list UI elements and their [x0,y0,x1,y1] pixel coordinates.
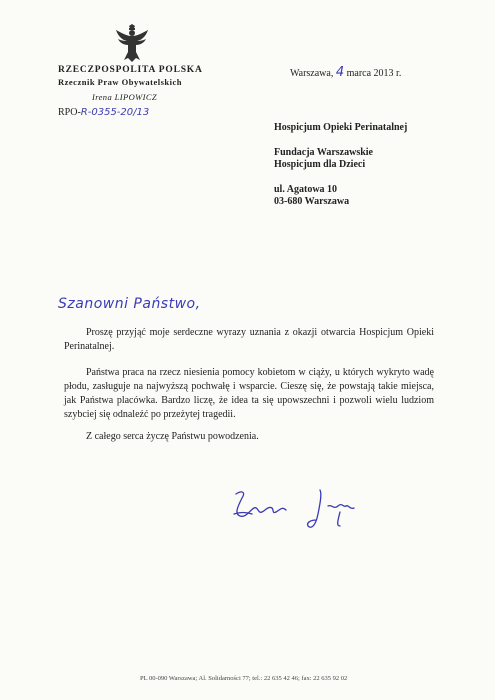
reference-prefix: RPO- [58,107,81,118]
polish-eagle-emblem-icon [116,24,148,62]
date-month-year: marca 2013 r. [346,68,402,79]
recipient-foundation-1: Fundacja Warszawskie [274,147,373,158]
handwritten-signature [228,484,378,534]
body-paragraph-2: Państwa praca na rzecz niesienia pomocy kobietom w ciąży, u których wykryto wadę płodu, zasługuje na najwyższą pochwałę i wsparcie. Cieszę się, że powstają takie miejsca, jak Państwa placówka. Bardzo liczę, że idea ta się upowszechni i pozwoli wielu ludziom szybciej się odnaleźć po przeżytej tragedii. [64,367,434,420]
recipient-street: ul. Agatowa 10 [274,184,338,195]
official-name: Irena LIPOWICZ [92,92,158,102]
date-day: 4 [335,65,345,80]
footer-contact: PL 00-090 Warszawa; Al. Solidarności 77; tel.: 22 635 42 46; fax: 22 635 92 02 [140,675,348,682]
date-city: Warszawa, [290,68,334,79]
body-paragraph-3: Z całego serca życzę Państwu powodzenia. [86,431,259,442]
reference-handwritten: R-0355-20/13 [80,107,150,118]
body-paragraph-1: Proszę przyjąć moje serdeczne wyrazy uznania z okazji otwarcia Hospicjum Opieki Perinatalnej. [64,327,434,352]
reference-number [58,107,149,118]
org-name: RZECZPOSPOLITA POLSKA [58,65,203,75]
org-subtitle: Rzecznik Praw Obywatelskich [58,77,182,87]
greeting: Szanowni Państwo, [58,296,201,312]
letter-date [290,65,401,80]
recipient-city: 03-680 Warszawa [274,196,350,207]
recipient-foundation-2: Hospicjum dla Dzieci [274,159,366,170]
recipient-name: Hospicjum Opieki Perinatalnej [274,122,408,133]
